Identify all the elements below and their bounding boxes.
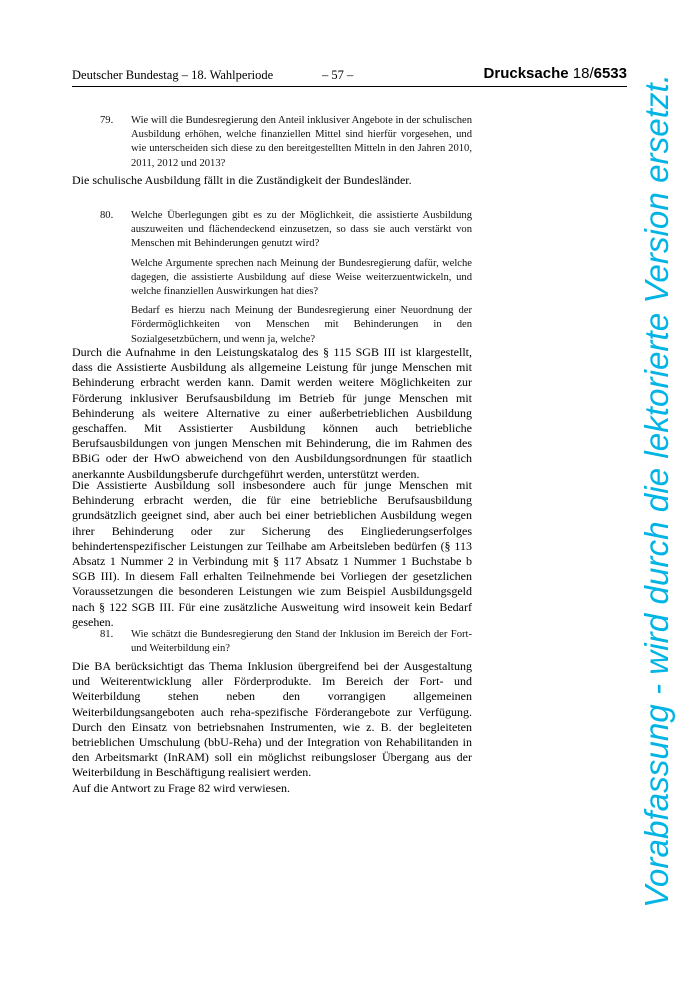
- drucksache-label: Drucksache: [483, 65, 569, 82]
- answer-79: Die schulische Ausbildung fällt in die Zuständigkeit der Bundesländer.: [72, 173, 412, 187]
- watermark-svg: [624, 72, 684, 912]
- question-80: [100, 209, 472, 352]
- answer-81-paragraph-2: Auf die Antwort zu Frage 82 wird verwiesen.: [72, 781, 290, 795]
- question-paragraph: Welche Argumente sprechen nach Meinung der Bundesregierung dafür, welche dagegen, die assistierte Ausbildung auf diese Weise weiterzuentwickeln, und welche finanziellen Auswirkungen hat dies?: [131, 257, 472, 298]
- question-text: Wie schätzt die Bundesregierung den Stand der Inklusion im Bereich der Fort- und Weiterbildung ein?: [131, 629, 472, 655]
- header-publication: Deutscher Bundestag – 18. Wahlperiode: [72, 68, 274, 82]
- question-79: [100, 114, 472, 171]
- drucksache-number: 6533: [593, 65, 627, 82]
- question-number: 81.: [100, 629, 114, 640]
- question-number: 80.: [100, 210, 114, 221]
- answer-80-paragraph-1: Durch die Aufnahme in den Leistungskatalog des § 115 SGB III ist klargestellt, dass die Assistierte Ausbildung als allgemeine Leistung für junge Menschen mit Behinderung erbracht werden kann. Damit werden weitere Möglichkeiten zur Förderung inklusiver Berufsausbildung im Betrieb für junge Menschen mit Behinderung als weitere Alternative zu einer außerbetrieblichen Ausbildung geschaffen. Mit Assistierter Ausbildung können auch betriebliche Berufsausbildungen von jungen Menschen mit Behinderung, die im Rahmen des BBiG oder der HwO abweichend von den Ausbildungsordnungen für staatlich anerkannte Ausbildungsberufe durchgeführt werden, unterstützt werden.: [72, 345, 472, 481]
- question-paragraph: Welche Überlegungen gibt es zu der Möglichkeit, die assistierte Ausbildung auszuweiten und flächendeckend einzusetzen, so dass sie auch verstärkt von Menschen mit Behinderungen genutzt wird?: [131, 210, 472, 250]
- answer-81-paragraph-1: Die BA berücksichtigt das Thema Inklusion übergreifend bei der Ausgestaltung und Weiterentwicklung aller Förderprodukte. Im Bereich der Fort- und Weiterbildung stehen neben den vorrangigen allgemeinen Weiterbildungsangeboten auch reha-spezifische Förderangebote zur Verfügung. Durch den Einsatz von betriebsnahen Instrumenten, wie z. B. der begleiteten betrieblichen Umschulung (bbU-Reha) und der Integration von Rehabilitanden in den Arbeitsmarkt (InRAM) soll ein möglichst reibungsloser Übergang aus der Weiterbildung in Beschäftigung realisiert werden.: [72, 659, 472, 780]
- watermark-text: Vorabfassung - wird durch die lektorierte Version ersetzt.: [638, 79, 675, 908]
- answer-80-paragraph-2: Die Assistierte Ausbildung soll insbesondere auch für junge Menschen mit Behinderung erbracht werden, die für eine betriebliche Berufsausbildung grundsätzlich geeignet sind, aber auch bei einer betrieblichen Ausbildung wegen ihrer Behinderung oder zur Sicherung des Eingliederungserfolges behindertenspezifischer Leistungen zur Teilhabe am Arbeitsleben bedürfen (§ 113 Absatz 1 Nummer 2 in Verbindung mit § 117 Absatz 1 Nummer 1 Buchstabe b SGB III). In diesem Fall erhalten Teilnehmende bei Vorliegen der gesetzlichen Voraussetzungen die besonderen Leistungen wie zum Beispiel Ausbildungsgeld nach § 122 SGB III. Für eine zusätzliche Ausweitung wird insoweit kein Bedarf gesehen.: [72, 478, 472, 629]
- question-number: 79.: [100, 115, 114, 126]
- question-81: [100, 628, 472, 656]
- page-header: [72, 66, 627, 87]
- question-paragraph: Bedarf es hierzu nach Meinung der Bundesregierung einer Neuordnung der Fördermöglichkeiten von Menschen mit Behinderungen in den Sozialgesetzbüchern, und wenn ja, welche?: [131, 305, 472, 345]
- draft-watermark: [624, 72, 684, 912]
- header-drucksache: [484, 65, 627, 82]
- question-text: Wie will die Bundesregierung den Anteil inklusiver Angebote in der schulischen Ausbildung erhöhen, welche finanziellen Mittel sind hierfür vorgesehen, und wie unterscheiden sich diese zu den bereitgestellten Mitteln in den Jahren 2010, 2011, 2012 und 2013?: [131, 115, 472, 169]
- header-page-number: – 57 –: [322, 68, 354, 82]
- drucksache-number-prefix: 18/: [572, 65, 594, 82]
